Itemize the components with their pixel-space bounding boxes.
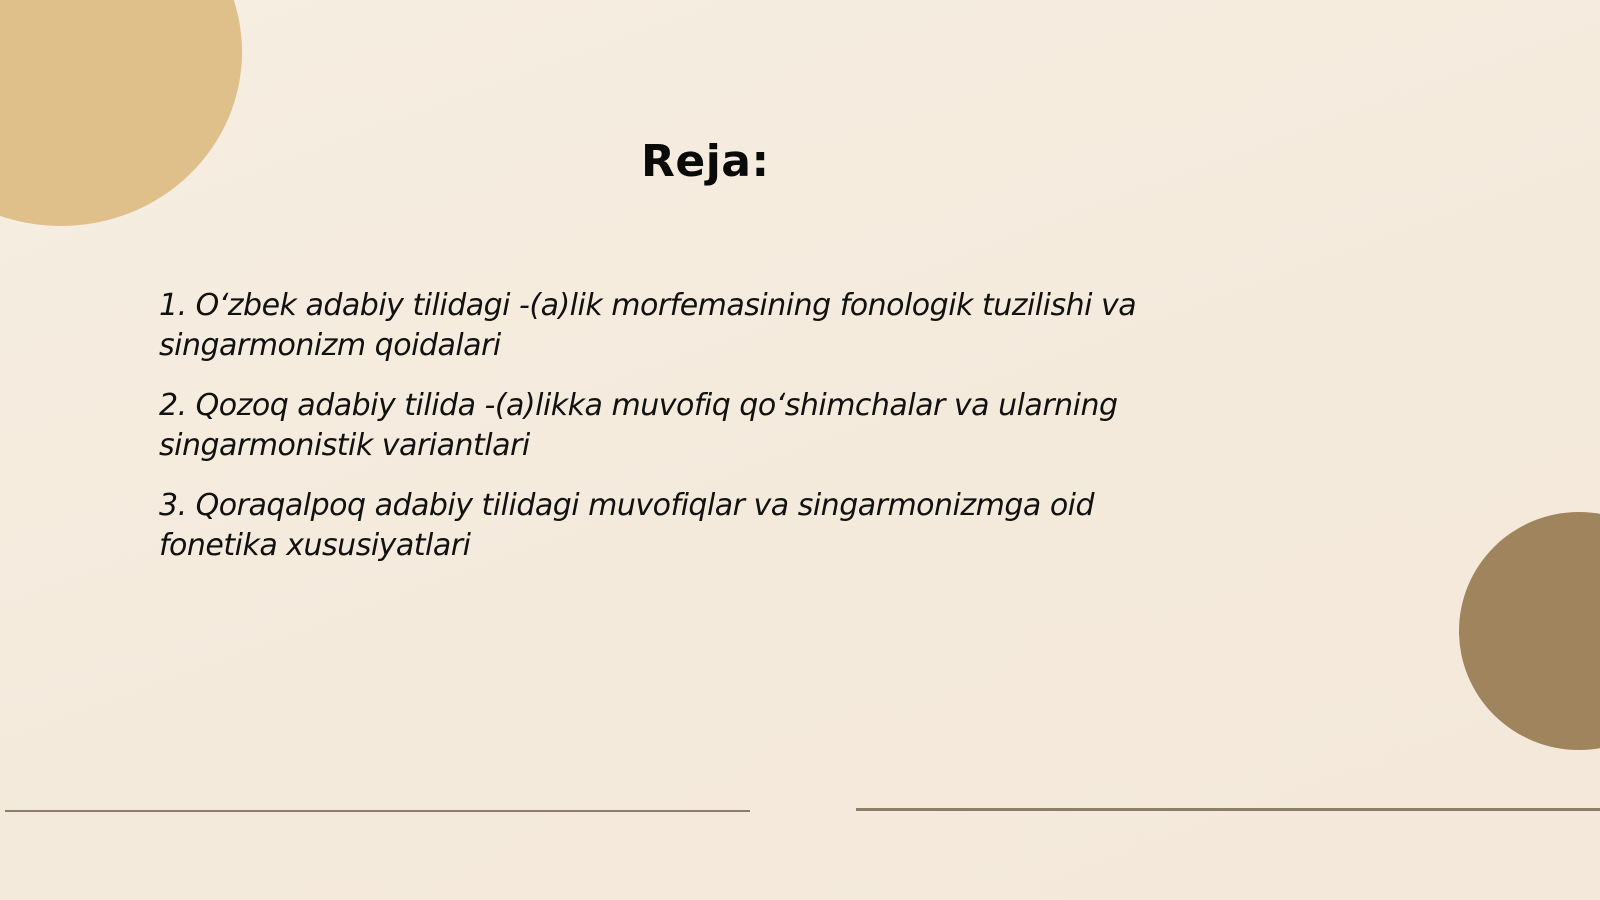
decorative-circle-right xyxy=(1459,512,1600,750)
plan-item-1: 1. O‘zbek adabiy tilidagi -(a)lik morfemasining fonologik tuzilishi va singarmonizm qoidalari xyxy=(159,288,1137,363)
plan-item-2: 2. Qozoq adabiy tilida -(a)likka muvofiq qo‘shimchalar va ularning singarmonistik variantlari xyxy=(159,388,1118,463)
divider-line-left xyxy=(5,810,750,812)
plan-item-3: 3. Qoraqalpoq adabiy tilidagi muvofiqlar va singarmonizmga oid fonetika xususiyatlari xyxy=(159,488,1095,563)
decorative-circle-top-left xyxy=(0,0,242,226)
plan-list xyxy=(159,286,1149,586)
slide-title: Reja: xyxy=(641,136,770,187)
divider-line-right xyxy=(856,808,1600,811)
